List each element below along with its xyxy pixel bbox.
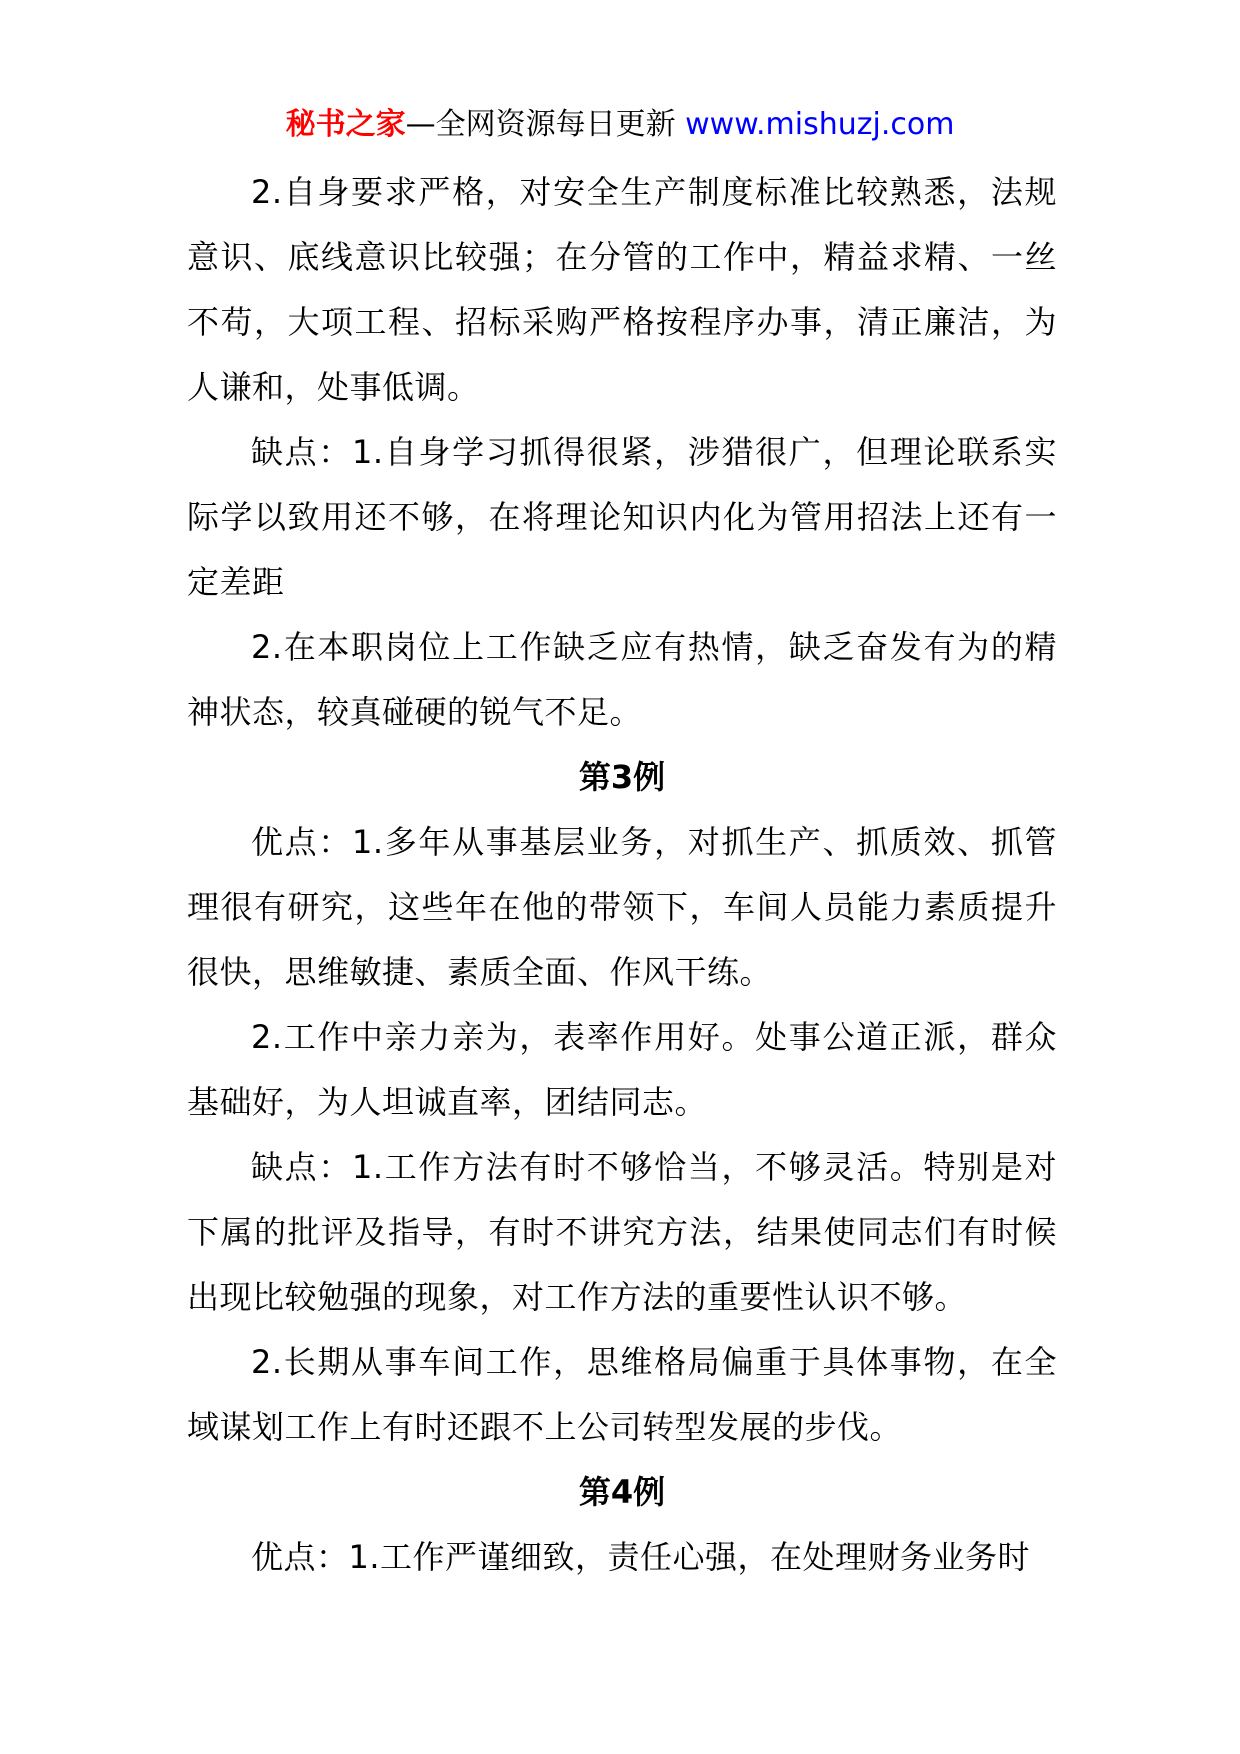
paragraph: 2.在本职岗位上工作缺乏应有热情，缺乏奋发有为的精神状态，较真碰硬的锐气不足。 [187,628,1057,731]
paragraph: 缺点：1.工作方法有时不够恰当，不够灵活。特别是对下属的批评及指导，有时不讲究方法，结果使同志们有时候出现比较勉强的现象，对工作方法的重要性认识不够。 [187,1148,1057,1316]
paragraph: 优点：1.工作严谨细致，责任心强，在处理财务业务时 [251,1538,1031,1576]
paragraph: 2.工作中亲力亲为，表率作用好。处事公道正派，群众基础好，为人坦诚直率，团结同志。 [187,1018,1057,1121]
paragraph: 2.自身要求严格，对安全生产制度标准比较熟悉，法规意识、底线意识比较强；在分管的工作中，精益求精、一丝不苟，大项工程、招标采购严格按程序办事，清正廉洁，为人谦和，处事低调。 [187,173,1057,406]
section-heading: 第4例 [578,1473,666,1511]
paragraph: 2.长期从事车间工作，思维格局偏重于具体事物，在全域谋划工作上有时还跟不上公司转型发展的步伐。 [187,1343,1057,1446]
site-brand: 秘书之家 [285,107,406,142]
site-url-link[interactable]: www.mishuzj.com [685,107,955,142]
site-tagline: —全网资源每日更新 [405,107,676,142]
section-heading: 第3例 [578,758,666,796]
paragraph: 优点：1.多年从事基层业务，对抓生产、抓质效、抓管理很有研究，这些年在他的带领下，车间人员能力素质提升很快，思维敏捷、素质全面、作风干练。 [187,823,1057,991]
paragraph: 缺点：1.自身学习抓得很紧，涉猎很广，但理论联系实际学以致用还不够，在将理论知识内化为管用招法上还有一定差距 [187,433,1057,601]
site-header [0,100,1240,150]
document-body [187,160,1057,1590]
